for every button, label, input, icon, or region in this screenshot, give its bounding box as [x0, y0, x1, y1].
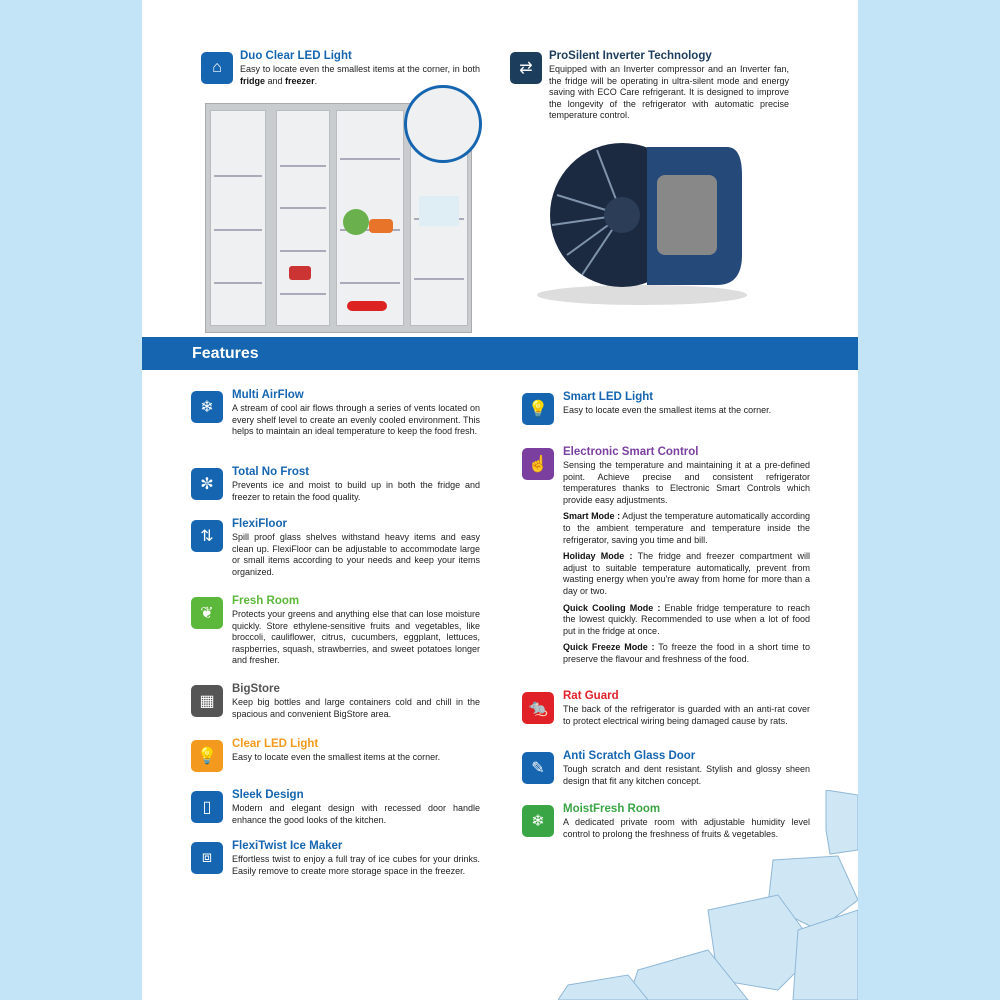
moist-snowflake-icon: ❄: [522, 805, 554, 837]
prosilent-title: ProSilent Inverter Technology: [549, 50, 712, 62]
mode-label: Quick Freeze Mode :: [563, 642, 655, 653]
mode-text: Enable fridge temperature to reach the lowest quickly. Recommended to use when a lot of food put in the fridge at once.: [563, 602, 810, 636]
fridge-compartment: [336, 110, 404, 326]
feature-title: Clear LED Light: [232, 738, 319, 750]
features-banner: [142, 337, 858, 370]
feature-title: Multi AirFlow: [232, 389, 304, 401]
mode-description: [563, 642, 810, 665]
duo-mid: and: [265, 75, 286, 86]
feature-paragraph: The back of the refrigerator is guarded with an anti-rat cover to protect electrical wiring being damaged cause by rats.: [563, 704, 810, 726]
mode-description: [563, 603, 810, 638]
duo-end: .: [314, 75, 318, 86]
feature-paragraph: A stream of cool air flows through a series of vents located on every shelf level to create an evenly cooled environment. This helps to maintain an ideal temperature to keep the food fresh.: [232, 403, 480, 437]
ice-maker-icon: ⧈: [191, 842, 223, 874]
features-heading: Features: [192, 345, 259, 362]
feature-description: [232, 752, 480, 769]
feature-paragraph: Spill proof glass shelves withstand heavy items and easy clean up. FlexiFloor can be adjustable to accommodate large or small items according to your needs and keep your items organized.: [232, 532, 480, 577]
feature-description: [232, 403, 480, 443]
light-bulbs-icon: ⌂: [201, 52, 233, 84]
feature-description: [232, 803, 480, 831]
mode-text: The fridge and freezer compartment will adjust to suitable temperature automatically, prevent from wasting energy when you're away from home for more than a day or two.: [563, 551, 810, 596]
duo-clear-title: Duo Clear LED Light: [240, 50, 352, 62]
fridge-door-icon: ▯: [191, 791, 223, 823]
mode-text: Adjust the temperature automatically according to the ambient temperature and temperature inside the refrigerator, saving you time and bill.: [563, 511, 810, 545]
feature-description: [232, 609, 480, 672]
feature-paragraph: Sensing the temperature and maintaining it at a pre-defined point. Achieve precise and consistent refrigerator temperatures thanks to Electronic Smart Controls which provide easy adjustments.: [563, 460, 810, 505]
feature-title: FlexiTwist Ice Maker: [232, 840, 343, 852]
feature-description: [563, 405, 810, 422]
scratch-glass-icon: ✎: [522, 752, 554, 784]
feature-title: Rat Guard: [563, 690, 619, 702]
feature-title: Anti Scratch Glass Door: [563, 750, 696, 762]
feature-paragraph: A dedicated private room with adjustable humidity level control to prolong the freshness of fruits & vegetables.: [563, 817, 810, 839]
flexifloor-icon: ⇅: [191, 520, 223, 552]
mode-text: To freeze the food in a short time to preserve the flavour and freshness of the food.: [563, 642, 810, 664]
ice-cubes-image: [558, 790, 858, 1000]
compressor-image: [527, 135, 757, 305]
feature-description: [232, 480, 480, 508]
feature-paragraph: Prevents ice and moist to build up in both the fridge and freezer to retain the food quality.: [232, 480, 480, 502]
feature-paragraph: Easy to locate even the smallest items at the corner.: [563, 405, 772, 415]
feature-description: [232, 697, 480, 725]
mode-description: [563, 511, 810, 546]
feature-title: BigStore: [232, 683, 280, 695]
mode-label: Quick Cooling Mode :: [563, 602, 661, 613]
feature-title: MoistFresh Room: [563, 803, 661, 815]
fridge-bold: fridge: [240, 75, 266, 86]
mode-label: Smart Mode :: [563, 511, 621, 522]
feature-description: [232, 854, 480, 882]
brochure-page: [142, 0, 858, 1000]
feature-description: [563, 704, 810, 732]
rat-icon: 🐀: [522, 692, 554, 724]
no-frost-icon: ✼: [191, 468, 223, 500]
feature-description: [563, 460, 810, 671]
feature-title: FlexiFloor: [232, 518, 287, 530]
feature-paragraph: Modern and elegant design with recessed door handle enhance the good looks of the kitchen.: [232, 803, 480, 825]
touch-hand-icon: ☝: [522, 448, 554, 480]
feature-paragraph: Tough scratch and dent resistant. Stylish and glossy sheen design that fit any kitchen concept.: [563, 764, 810, 786]
feature-paragraph: Easy to locate even the smallest items at the corner.: [232, 752, 441, 762]
feature-title: Total No Frost: [232, 466, 310, 478]
mode-label: Holiday Mode :: [563, 551, 633, 562]
feature-title: Smart LED Light: [563, 391, 654, 403]
leaf-icon: ❦: [191, 597, 223, 629]
light-bulb-icon: 💡: [191, 740, 223, 772]
feature-title: Sleek Design: [232, 789, 304, 801]
airflow-snowflake-icon: ❄: [191, 391, 223, 423]
feature-title: Fresh Room: [232, 595, 300, 607]
duo-clear-text: [240, 64, 480, 87]
feature-description: [232, 532, 480, 583]
inverter-arrows-icon: ⇄: [510, 52, 542, 84]
freezer-bold: freezer: [285, 75, 315, 86]
feature-paragraph: Protects your greens and anything else that can lose moisture quickly. Store ethylene-sensitive fruits and vegetables, like broccoli, cauliflower, citrus, cucumbers, eggplant, lettuces, raspberries, squash, strawberries, and sweet potatoes longer and fresher.: [232, 609, 480, 666]
mode-description: [563, 551, 810, 597]
feature-paragraph: Effortless twist to enjoy a full tray of ice cubes for your drinks. Easily remove to create more storage space in the freezer.: [232, 854, 480, 876]
freezer-compartment: [276, 110, 330, 326]
light-bulb-icon: 💡: [522, 393, 554, 425]
bottles-icon: ▦: [191, 685, 223, 717]
feature-description: [563, 764, 810, 792]
prosilent-text: Equipped with an Inverter compressor and an Inverter fan, the fridge will be operating in ultra-silent mode and energy saving with ECO Care refrigerant. It is designed to improve the longevity of the refrigerator with automatic precise temperature control.: [549, 64, 789, 121]
feature-paragraph: Keep big bottles and large containers cold and chill in the spacious and convenient BigStore area.: [232, 697, 480, 719]
feature-title: Electronic Smart Control: [563, 446, 699, 458]
freezer-door: [210, 110, 266, 326]
duo-text: Easy to locate even the smallest items at the corner, in both: [240, 64, 480, 74]
led-zoom-circle: [404, 85, 482, 163]
